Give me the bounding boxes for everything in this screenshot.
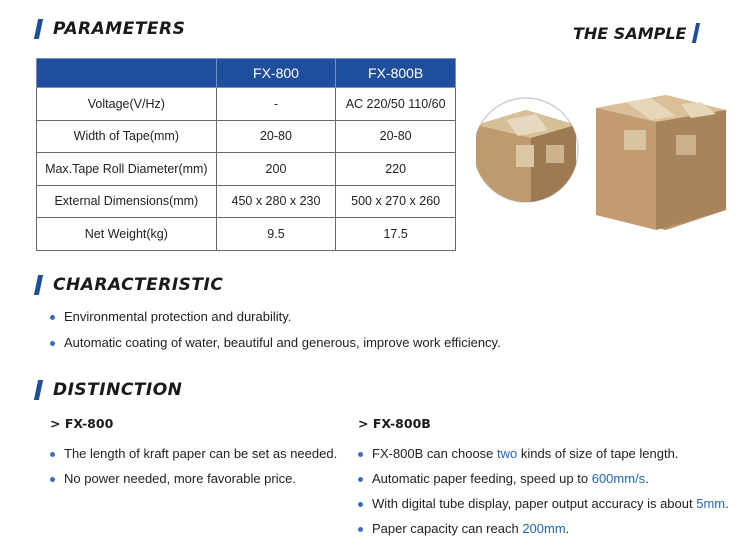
row-label: Max.Tape Roll Diameter(mm) bbox=[37, 153, 217, 186]
table-header-row bbox=[37, 59, 456, 88]
item-text: . bbox=[725, 496, 729, 511]
fx800-value: 20-80 bbox=[216, 120, 336, 153]
item-text: . bbox=[645, 471, 649, 486]
row-label: Width of Tape(mm) bbox=[37, 120, 217, 153]
fx800-value: 200 bbox=[216, 153, 336, 186]
list-item bbox=[358, 496, 743, 511]
fx800-list bbox=[50, 446, 337, 486]
fx800b-value: AC 220/50 110/60 bbox=[336, 88, 456, 121]
taped-carton-box-photo bbox=[476, 90, 730, 235]
list-item: The length of kraft paper can be set as needed. bbox=[50, 446, 337, 461]
parameters-table bbox=[36, 58, 456, 251]
highlight-text: 5mm bbox=[696, 496, 726, 511]
highlight-text: 200mm bbox=[522, 521, 566, 536]
parameters-title: PARAMETERS bbox=[53, 19, 186, 39]
list-item bbox=[358, 521, 743, 536]
fx800b-list bbox=[358, 446, 743, 536]
row-label: External Dimensions(mm) bbox=[37, 185, 217, 218]
item-text: . bbox=[565, 521, 570, 536]
fx800b-value: 20-80 bbox=[336, 120, 456, 153]
item-text: With digital tube display, paper output accuracy is about bbox=[372, 496, 697, 511]
fx800b-value: 17.5 bbox=[336, 218, 456, 251]
fx800b-value: 500 x 270 x 260 bbox=[336, 185, 456, 218]
list-item bbox=[358, 446, 743, 461]
distinction-title: DISTINCTION bbox=[53, 380, 183, 400]
row-label: Voltage(V/Hz) bbox=[37, 88, 217, 121]
heading-accent-bar bbox=[692, 23, 700, 43]
item-text: Automatic paper feeding, speed up to bbox=[372, 471, 592, 486]
table-row bbox=[37, 88, 456, 121]
table-row bbox=[37, 185, 456, 218]
table-header-fx800: FX-800 bbox=[216, 59, 336, 88]
item-text: Paper capacity can reach bbox=[372, 521, 523, 536]
heading-accent-bar bbox=[34, 380, 43, 400]
table-header-blank bbox=[37, 59, 217, 88]
fx800-value: 9.5 bbox=[216, 218, 336, 251]
fx800-value: - bbox=[216, 88, 336, 121]
table-row bbox=[37, 218, 456, 251]
row-label: Net Weight(kg) bbox=[37, 218, 217, 251]
characteristic-list bbox=[50, 309, 501, 350]
characteristic-title: CHARACTERISTIC bbox=[53, 275, 224, 295]
table-row bbox=[37, 153, 456, 186]
list-item: Automatic coating of water, beautiful and generous, improve work efficiency. bbox=[50, 335, 501, 350]
highlight-text: 600mm/s bbox=[591, 471, 646, 486]
list-item: Environmental protection and durability. bbox=[50, 309, 501, 324]
heading-accent-bar bbox=[34, 275, 43, 295]
fx800b-value: 220 bbox=[336, 153, 456, 186]
item-text: FX-800B can choose bbox=[372, 446, 498, 461]
characteristic-heading bbox=[36, 275, 223, 295]
heading-accent-bar bbox=[34, 19, 43, 39]
fx800-subtitle: > FX-800 bbox=[50, 416, 114, 431]
fx800-value: 450 x 280 x 230 bbox=[216, 185, 336, 218]
sample-heading bbox=[573, 23, 698, 43]
distinction-heading bbox=[36, 380, 182, 400]
highlight-text: two bbox=[497, 446, 518, 461]
table-row bbox=[37, 120, 456, 153]
parameters-heading bbox=[36, 19, 185, 39]
list-item bbox=[358, 471, 743, 486]
item-text: kinds of size of tape length. bbox=[517, 446, 679, 461]
list-item: No power needed, more favorable price. bbox=[50, 471, 337, 486]
fx800b-subtitle: > FX-800B bbox=[358, 416, 431, 431]
sample-title: THE SAMPLE bbox=[573, 23, 687, 43]
table-header-fx800b: FX-800B bbox=[336, 59, 456, 88]
